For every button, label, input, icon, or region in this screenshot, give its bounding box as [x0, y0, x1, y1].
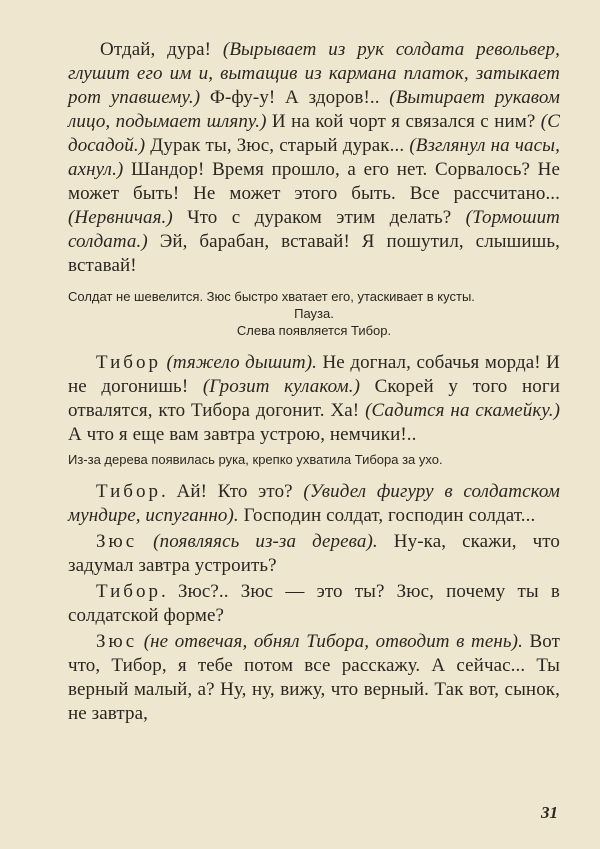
stage-direction: (Тормошит солдата.)	[68, 207, 560, 252]
stage-direction: (появляясь из-за дерева).	[137, 531, 378, 552]
speaker-name: Зюс	[96, 531, 138, 552]
speech-text: Не догнал, собачья морда! И не догонишь!	[68, 352, 560, 397]
speech-text: Скорей у того ноги отвалятся, кто Тибора догонит. Ха!	[68, 376, 560, 421]
speech-text: И на кой чорт я связался с ним?	[266, 111, 541, 132]
speech-text: Эй, барабан, вставай! Я пошутил, слышишь, вставай!	[68, 231, 560, 276]
stage-direction: (Вытирает рукавом лицо, подымает шляпу.)	[68, 87, 561, 132]
stage-direction: (Взглянул на часы, ахнул.)	[68, 135, 560, 180]
speech-text: . Зюс?.. Зюс — это ты? Зюс, почему ты в солдатской форме?	[68, 581, 560, 626]
speaker-name: Зюс	[96, 631, 138, 652]
speech-tibor-2	[68, 480, 560, 528]
speech-text: Отдай, дура!	[100, 39, 223, 60]
speech-text: Господин солдат, господин солдат...	[238, 505, 536, 526]
speech-text: Дурак ты, Зюс, старый дурак...	[145, 135, 410, 156]
speaker-name: Тибор	[96, 581, 161, 602]
stage-note-1	[68, 288, 560, 339]
speech-tibor-1	[68, 351, 560, 447]
page-number: 31	[541, 803, 558, 822]
speech-text: Ф-фу-у! А здоров!..	[200, 87, 390, 108]
speech-text: Вот что, Тибор, я тебе потом все расскажу. А сейчас... Ты верный малый, а? Ну, ну, вижу, что верный. Так вот, сынок, не завтра,	[68, 631, 560, 724]
stage-note-line: Пауза.	[294, 306, 334, 321]
speech-zyus-1	[68, 530, 560, 578]
speech-text: Шандор! Время прошло, а его нет. Сорвалось? Не может быть! Не может этого быть. Все рассчитано...	[68, 159, 560, 204]
speech-text: Что с дураком этим делать?	[172, 207, 466, 228]
stage-note-line: Из-за дерева появилась рука, крепко ухватила Тибора за ухо.	[68, 452, 443, 467]
stage-note-line: Солдат не шевелится. Зюс быстро хватает его, утаскивает в кусты.	[68, 289, 475, 304]
stage-direction: (тяжело дышит).	[160, 352, 317, 373]
speaker-name: Тибор	[96, 481, 161, 502]
stage-note-2	[68, 451, 560, 468]
stage-direction: (Увидел фигуру в солдатском мундире, испуганно).	[68, 481, 560, 526]
stage-direction: (Грозит кулаком.)	[202, 376, 361, 397]
stage-direction: (Нервничая.)	[68, 207, 173, 228]
speech-text: Ну-ка, скажи, что задумал завтра устроить?	[68, 531, 560, 576]
stage-direction: (Садится на скамейку.)	[365, 400, 560, 421]
stage-note-line: Слева появляется Тибор.	[236, 323, 392, 338]
stage-direction: (С досадой.)	[68, 111, 560, 156]
stage-direction: (Вырывает из рук солдата револьвер, глушит его им и, вытащив из кармана платок, затыкает рот упавшему.)	[68, 39, 560, 108]
stage-direction: (не отвечая, обнял Тибора, отводит в тень).	[137, 631, 523, 652]
speech-tibor-3	[68, 580, 560, 628]
speech-text: А что я еще вам завтра устрою, немчики!..	[68, 424, 417, 445]
speech-zyus-2	[68, 630, 560, 726]
speech-zyus-monologue	[68, 38, 560, 278]
speaker-name: Тибор	[96, 352, 161, 373]
speech-text: . Ай! Кто это?	[160, 481, 304, 502]
